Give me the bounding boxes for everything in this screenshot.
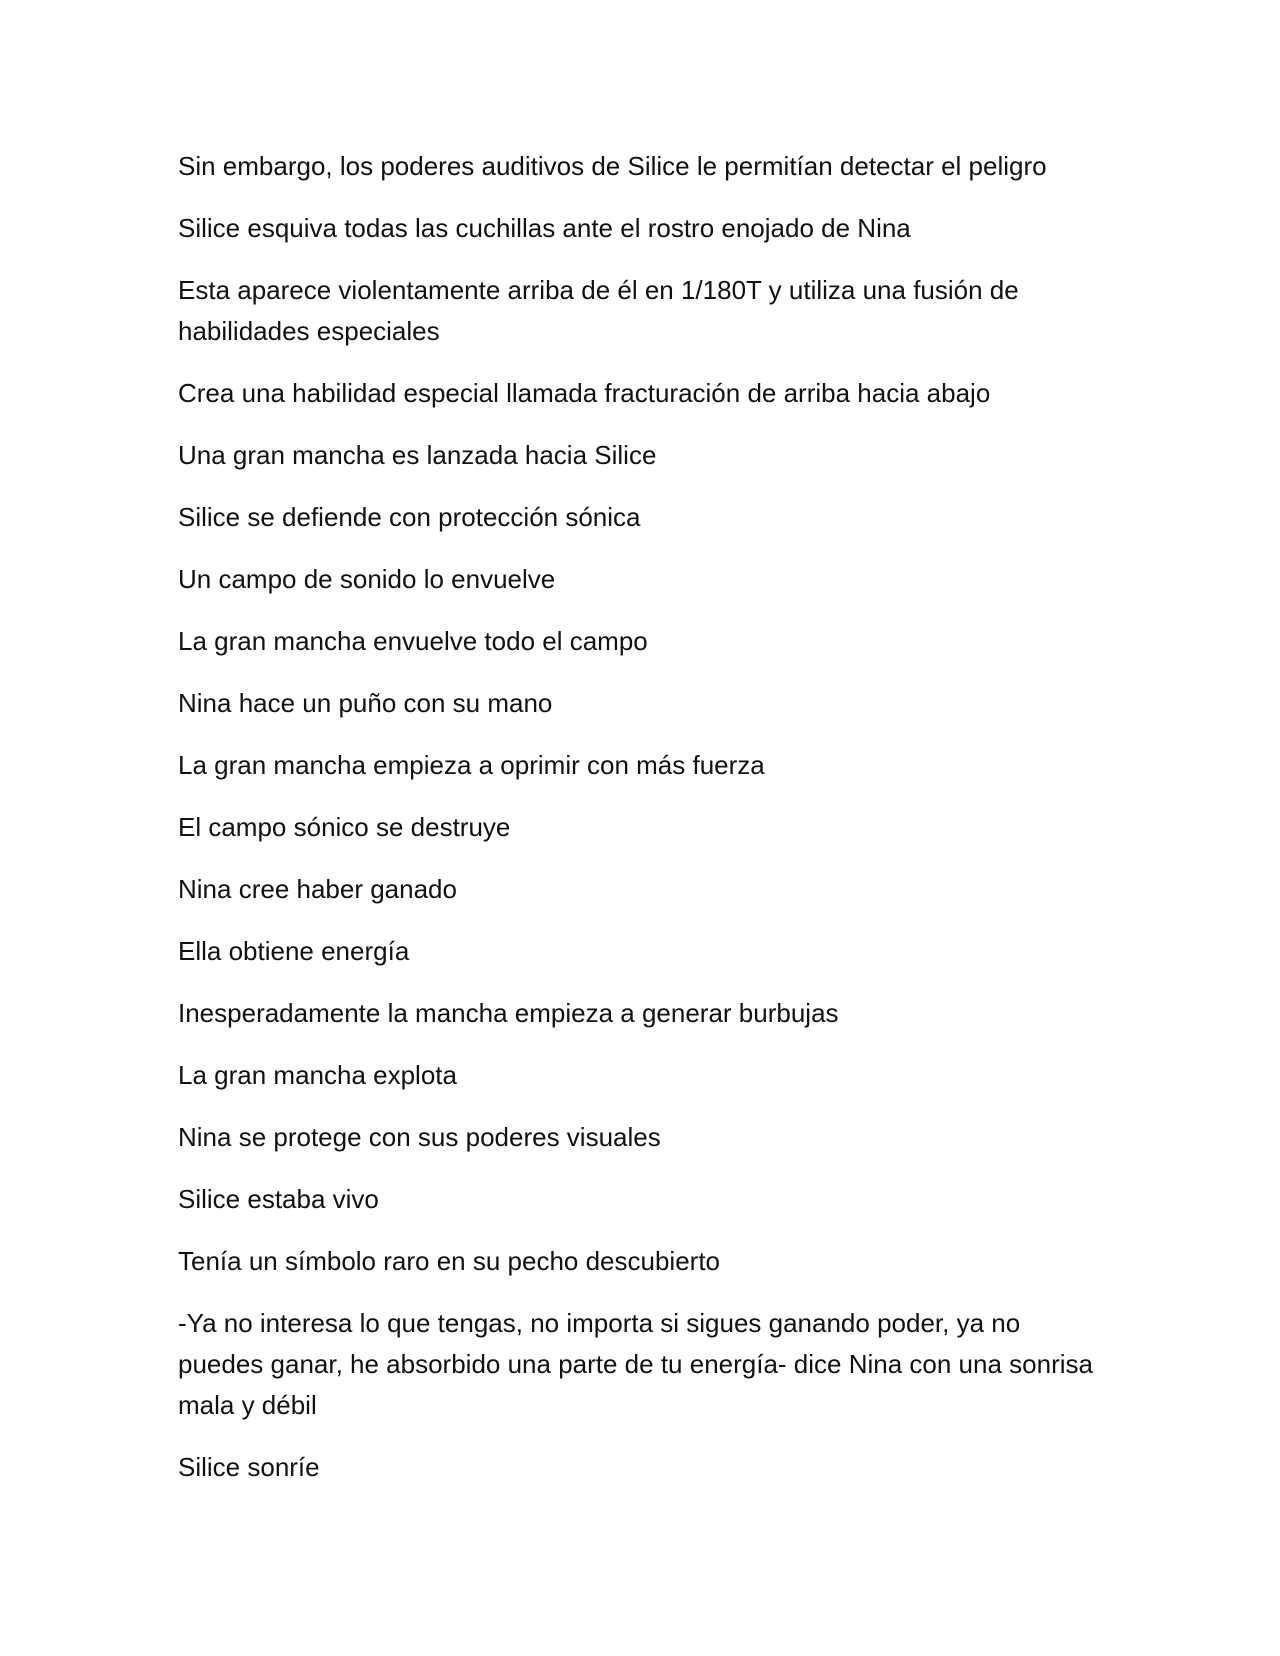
paragraph: Tenía un símbolo raro en su pecho descubierto [178, 1246, 721, 1276]
paragraph: Esta aparece violentamente arriba de él en 1/180T y utiliza una fusión de habilidades especiales [178, 275, 1019, 346]
paragraph: Nina cree haber ganado [178, 874, 457, 904]
paragraph: El campo sónico se destruye [178, 812, 511, 842]
paragraph: Una gran mancha es lanzada hacia Silice [178, 440, 657, 470]
paragraph: La gran mancha envuelve todo el campo [178, 626, 648, 656]
paragraph: Ella obtiene energía [178, 936, 410, 966]
paragraph: Crea una habilidad especial llamada fracturación de arriba hacia abajo [178, 378, 991, 408]
paragraph: Un campo de sonido lo envuelve [178, 564, 556, 594]
paragraph: -Ya no interesa lo que tengas, no importa si sigues ganando poder, ya no puedes ganar, he absorbido una parte de tu energía- dice Nina con una sonrisa mala y débil [178, 1308, 1093, 1420]
paragraph: Nina se protege con sus poderes visuales [178, 1122, 661, 1152]
paragraph: Silice se defiende con protección sónica [178, 502, 641, 532]
paragraph: Inesperadamente la mancha empieza a generar burbujas [178, 998, 839, 1028]
paragraph: Silice sonríe [178, 1452, 320, 1482]
paragraph: La gran mancha explota [178, 1060, 457, 1090]
paragraph: Nina hace un puño con su mano [178, 688, 553, 718]
paragraph: La gran mancha empieza a oprimir con más fuerza [178, 750, 765, 780]
paragraph: Silice estaba vivo [178, 1184, 379, 1214]
paragraph: Silice esquiva todas las cuchillas ante el rostro enojado de Nina [178, 213, 911, 243]
document-body [178, 146, 1098, 1509]
paragraph: Sin embargo, los poderes auditivos de Silice le permitían detectar el peligro [178, 151, 1047, 181]
